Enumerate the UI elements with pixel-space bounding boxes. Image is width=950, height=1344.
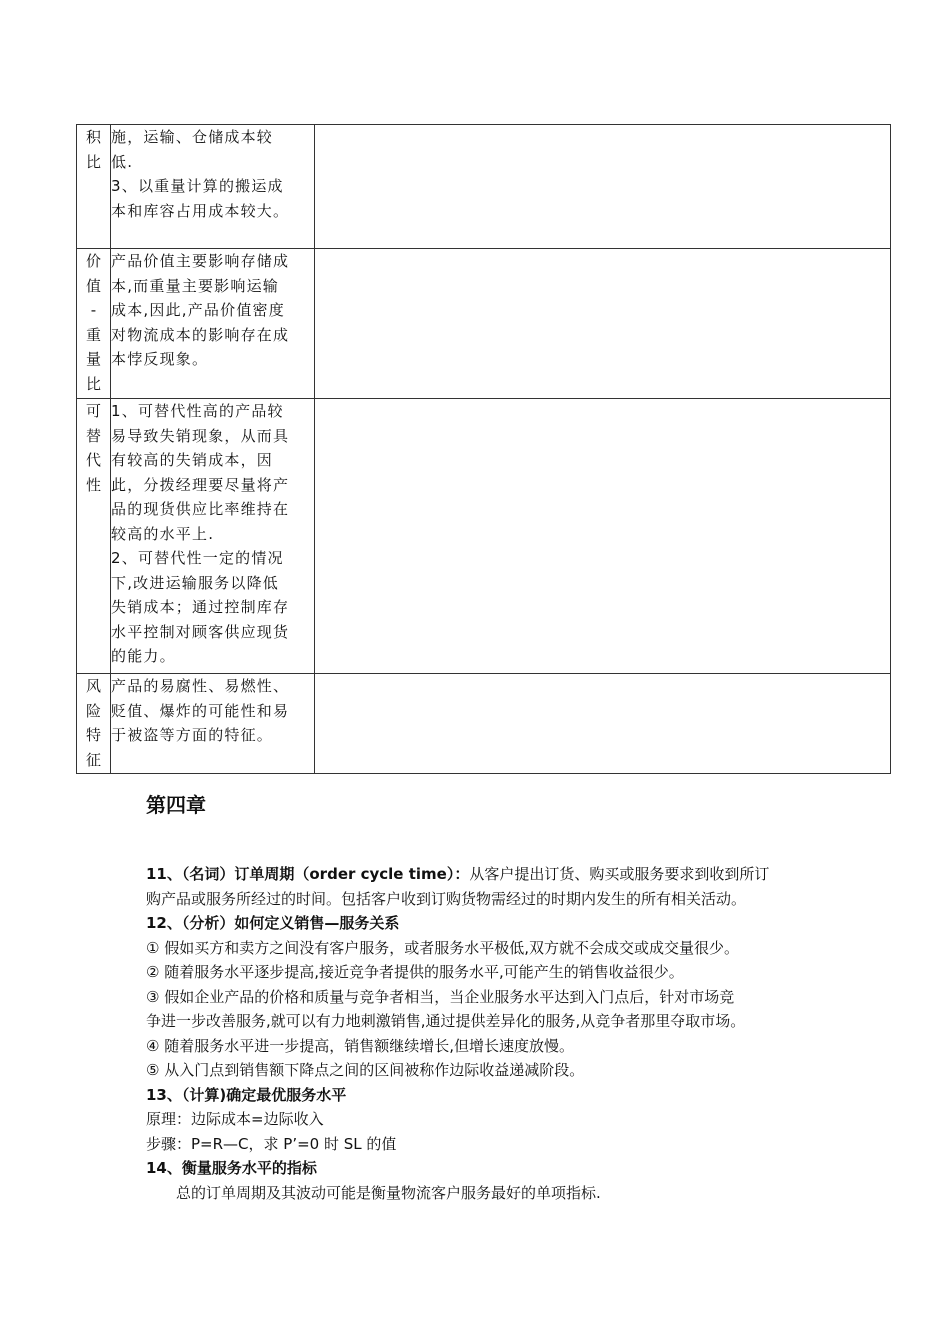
description-line: 较高的水平上. [111,524,215,543]
row-label-char: 比 [85,152,101,171]
description-line: 本,而重量主要影响运输 [111,276,279,295]
row-label-char: 价 [85,252,101,270]
description-line: 易导致失销现象，从而具 [111,426,290,445]
description-line: 对物流成本的影响存在成 [111,325,290,344]
row-description-cell [111,125,315,249]
section-heading: 14、衡量服务水平的指标 [146,1159,317,1177]
paragraph-line: 争进一步改善服务,就可以有力地刺激销售,通过提供差异化的服务,从竞争者那里夺取市场。 [146,1012,746,1030]
description-line: 的能力。 [111,647,176,665]
description-line: 本悖反现象。 [111,350,209,368]
row-label-char: 重 [85,325,101,344]
row-label-cell [77,674,111,774]
description-line: 水平控制对顾客供应现货 [111,622,290,641]
table-row [77,399,891,674]
row-label-cell [77,399,111,674]
product-characteristics-table [76,124,891,774]
row-label-char: 比 [85,374,101,393]
row-description-cell [111,399,315,674]
description-line: 产品价值主要影响存储成 [111,252,290,270]
row-description-cell [111,674,315,774]
empty-cell [315,399,891,674]
row-label-char: 可 [85,402,101,420]
description-line: 成本,因此,产品价值密度 [111,301,285,319]
row-label-char: 替 [85,426,101,445]
paragraph-line: 步骤：P=R—C，求 P’=0 时 SL 的值 [146,1134,397,1153]
row-label-char: - [90,301,97,319]
description-line: 本和库容占用成本较大。 [111,201,290,220]
row-label-char: 征 [85,750,101,769]
description-line: 失销成本；通过控制库存 [111,598,290,616]
description-line: 施，运输、仓储成本较 [111,128,274,146]
row-label-cell [77,249,111,399]
row-label-char: 量 [85,350,101,368]
row-label-char: 风 [85,677,101,695]
paragraph-line: ④ 随着服务水平进一步提高，销售额继续增长,但增长速度放慢。 [146,1036,574,1055]
term-definition: 从客户提出订货、购买或服务要求到收到所订 [469,865,770,883]
paragraph-line: ② 随着服务水平逐步提高,接近竞争者提供的服务水平,可能产生的销售收益很少。 [146,963,684,981]
chapter-title: 第四章 [146,793,206,817]
description-line: 贬值、爆炸的可能性和易 [111,701,290,720]
table-row [77,249,891,399]
section-heading: 13、（计算)确定最优服务水平 [146,1085,347,1104]
row-label-char: 积 [85,128,101,146]
description-line: 有较高的失销成本，因 [111,451,274,469]
row-label-char: 代 [85,451,101,469]
description-line: 此，分拨经理要尽量将产 [111,475,290,494]
paragraph-line: ① 假如买方和卖方之间没有客户服务，或者服务水平极低,双方就不会成交或成交量很少。 [146,938,739,957]
row-label-char: 险 [85,701,101,720]
row-description-cell [111,249,315,399]
paragraph-line: 原理：边际成本=边际收入 [146,1110,324,1128]
description-line: 产品的易腐性、易燃性、 [111,677,290,695]
description-line: 3、以重量计算的搬运成 [111,177,284,195]
row-label-char: 特 [85,726,101,744]
section-heading: 12、（分析）如何定义销售—服务关系 [146,914,400,932]
row-label-char: 性 [85,475,101,494]
paragraph-line: 总的订单周期及其波动可能是衡量物流客户服务最好的单项指标. [176,1183,601,1202]
chapter-body [146,862,826,1205]
term-heading: 11、（名词）订单周期（order cycle time）： [146,865,470,883]
paragraph-line: 购产品或服务所经过的时间。包括客户收到订购货物需经过的时期内发生的所有相关活动。 [146,889,747,908]
description-line: 1、可替代性高的产品较 [111,402,284,420]
paragraph-line: ⑤ 从入门点到销售额下降点之间的区间被称作边际收益递减阶段。 [146,1061,585,1079]
paragraph-line [146,862,826,887]
row-label-cell [77,125,111,249]
empty-cell [315,125,891,249]
description-line: 2、可替代性一定的情况 [111,549,284,567]
table-row [77,125,891,249]
table-row [77,674,891,774]
paragraph-line: ③ 假如企业产品的价格和质量与竞争者相当，当企业服务水平达到入门点后，针对市场竞 [146,987,735,1006]
description-line: 下,改进运输服务以降低 [111,573,279,592]
description-line: 低. [111,152,134,171]
empty-cell [315,674,891,774]
description-line: 品的现货供应比率维持在 [111,500,290,518]
empty-cell [315,249,891,399]
row-label-char: 值 [85,276,101,295]
description-line: 于被盗等方面的特征。 [111,726,274,744]
